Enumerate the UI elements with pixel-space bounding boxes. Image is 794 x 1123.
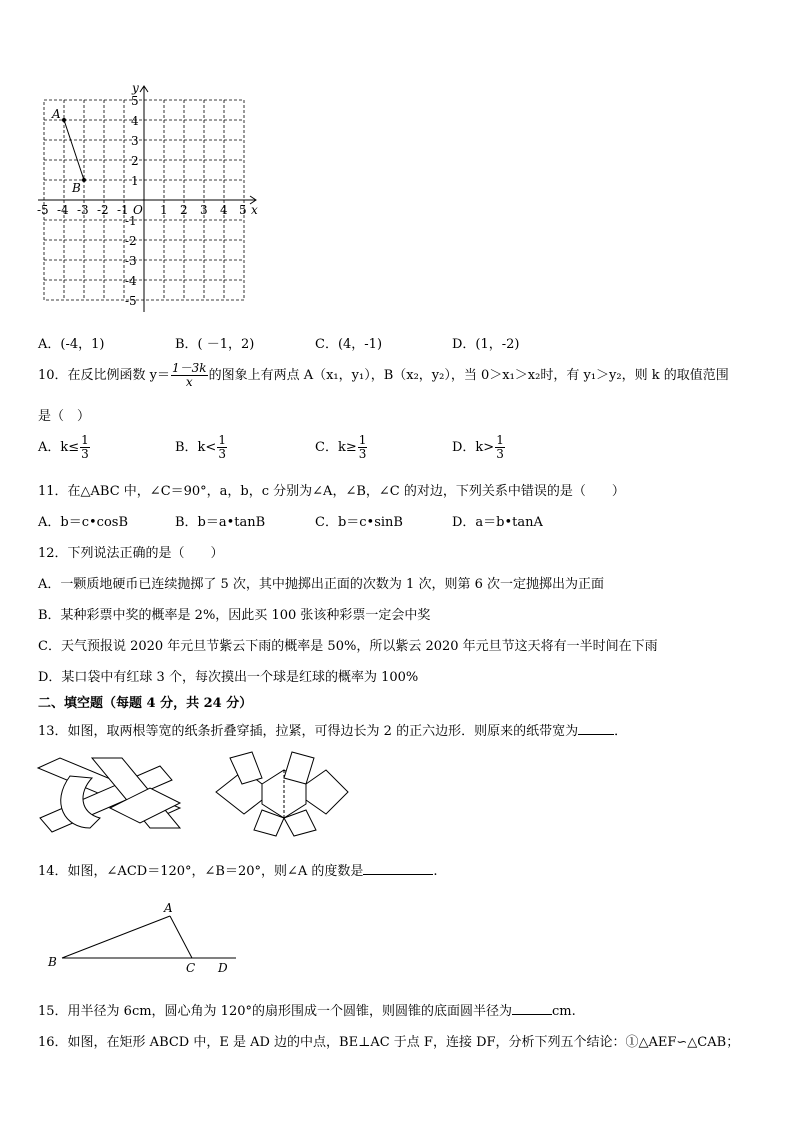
q10-option-b-frac — [217, 434, 227, 461]
point-a — [62, 118, 66, 122]
y-tick-labels — [125, 94, 139, 308]
q13-text: 13．如图，取两根等宽的纸条折叠穿插，拉紧，可得边长为 2 的正六边形．则原来的纸带宽为 — [38, 724, 579, 739]
q15-text: 15．用半径为 6cm，圆心角为 120°的扇形围成一个圆锥，则圆锥的底面圆半径为 — [38, 1004, 512, 1019]
q9-option-c: C．(4，-1) — [315, 337, 383, 352]
y-tick: -1 — [125, 214, 137, 228]
x-tick: -4 — [57, 203, 69, 217]
vertex-a-label: A — [164, 901, 173, 915]
q10-option-d-frac — [495, 434, 505, 461]
q10-text-end: 的图象上有两点 A（x₁，y₁），B（x₂，y₂），当 0＞x₁＞x₂时，有 y₁＞y₂，则 k 的取值范围 — [208, 368, 729, 383]
q10-frac-numerator: 1－3k — [172, 361, 207, 375]
q10-option-d — [452, 434, 506, 461]
frac-num: 1 — [358, 433, 367, 447]
q10-option-b — [175, 434, 228, 461]
coordinate-grid-figure — [30, 80, 270, 315]
origin-label: O — [133, 203, 143, 217]
y-tick: 3 — [131, 134, 139, 148]
y-tick: 1 — [131, 174, 139, 188]
y-tick: 5 — [131, 94, 139, 108]
q14-answer-blank — [363, 862, 433, 875]
q9-option-a: A．(-4，1) — [38, 337, 105, 352]
x-tick: -1 — [117, 203, 129, 217]
point-d-label: D — [218, 961, 228, 975]
q11-option-b: B．b＝a•tanB — [175, 515, 266, 530]
q10-frac-denominator: x — [185, 375, 193, 389]
q10-option-a — [38, 434, 91, 461]
frac-num: 1 — [496, 433, 504, 447]
q10-option-d-prefix: D．k> — [452, 440, 495, 455]
vertex-b-label: B — [48, 955, 57, 969]
frac-num: 1 — [81, 433, 89, 447]
x-tick: 4 — [220, 203, 228, 217]
q12-option-c: C．天气预报说 2020 年元旦节紫云下雨的概率是 50%，所以紫云 2020 年元旦节这天将有一半时间在下雨 — [38, 639, 658, 654]
q12-question: 12．下列说法正确的是（ ） — [38, 546, 224, 561]
section-title-fill-in: 二、填空题（每题 4 分，共 24 分） — [38, 696, 253, 711]
q10-option-a-prefix: A．k≤ — [38, 440, 80, 455]
q12-option-d: D．某口袋中有红球 3 个，每次摸出一个球是红球的概率为 100% — [38, 670, 419, 685]
x-tick: 1 — [160, 203, 168, 217]
triangle-figure — [40, 898, 250, 978]
q15-answer-blank — [512, 1002, 552, 1015]
q10-option-b-prefix: B．k< — [175, 440, 217, 455]
x-tick: -5 — [37, 203, 49, 217]
y-tick: 4 — [131, 114, 139, 128]
q14-end: . — [433, 864, 438, 879]
y-axis-label: y — [132, 81, 139, 95]
q16-question: 16．如图，在矩形 ABCD 中，E 是 AD 边的中点，BE⊥AC 于点 F，连接 DF，分析下列五个结论：①△AEF∽△CAB； — [38, 1035, 740, 1050]
point-b-label: B — [72, 181, 81, 195]
frac-den: 3 — [81, 447, 89, 461]
point-a-label: A — [52, 107, 61, 121]
y-tick: 2 — [131, 154, 139, 168]
frac-den: 3 — [218, 447, 226, 461]
q9-option-d: D．(1，-2) — [452, 337, 520, 352]
y-tick: -2 — [125, 234, 137, 248]
q11-option-d: D．a＝b•tanA — [452, 515, 543, 530]
q15-question — [38, 1000, 576, 1019]
q11-option-a: A．b＝c•cosB — [38, 515, 128, 530]
q13-question — [38, 720, 627, 739]
x-tick: 5 — [239, 203, 247, 217]
vertex-c-label: C — [186, 961, 196, 975]
x-tick: 2 — [180, 203, 188, 217]
q10-question-cont: 是（ ） — [38, 409, 91, 424]
q14-question — [38, 860, 438, 879]
x-tick: -2 — [97, 203, 109, 217]
y-tick: -4 — [125, 274, 137, 288]
q10-option-c — [315, 434, 368, 461]
q11-option-c: C．b＝c•sinB — [315, 515, 403, 530]
q12-option-b: B．某种彩票中奖的概率是 2%，因此买 100 张该种彩票一定会中奖 — [38, 608, 431, 623]
q10-option-a-frac — [80, 434, 90, 461]
folded-hexagon-figure — [216, 752, 348, 836]
y-tick: -5 — [125, 294, 137, 308]
q12-option-a: A．一颗质地硬币已连续抛掷了 5 次，其中抛掷出正面的次数为 1 次，则第 6 次一定抛掷出为正面 — [38, 577, 604, 592]
frac-den: 3 — [496, 447, 504, 461]
q10-text-start: 10．在反比例函数 y＝ — [38, 368, 171, 383]
x-axis-label: x — [251, 203, 258, 217]
frac-den: 3 — [358, 447, 367, 461]
x-tick: 3 — [200, 203, 208, 217]
q10-option-c-frac — [358, 434, 368, 461]
q10-question — [38, 362, 729, 389]
frac-num: 1 — [218, 433, 226, 447]
q11-question: 11．在△ABC 中，∠C＝90°，a，b，c 分别为∠A，∠B，∠C 的对边，下列关系中错误的是（ ） — [38, 484, 625, 499]
y-tick: -3 — [125, 254, 137, 268]
paper-strip-figures — [30, 748, 360, 838]
q9-option-b: B．( －1，2) — [175, 337, 255, 352]
q13-answer-blank — [578, 722, 614, 735]
q14-text: 14．如图，∠ACD＝120°，∠B＝20°，则∠A 的度数是 — [38, 864, 364, 879]
q13-end: ． — [614, 724, 628, 739]
segment-ab — [64, 120, 84, 180]
x-tick: -3 — [77, 203, 89, 217]
point-b — [82, 178, 86, 182]
q10-fraction — [171, 362, 208, 389]
woven-strips-figure — [38, 758, 180, 832]
q15-end: cm. — [552, 1004, 576, 1019]
q10-option-c-prefix: C．k≥ — [315, 440, 357, 455]
